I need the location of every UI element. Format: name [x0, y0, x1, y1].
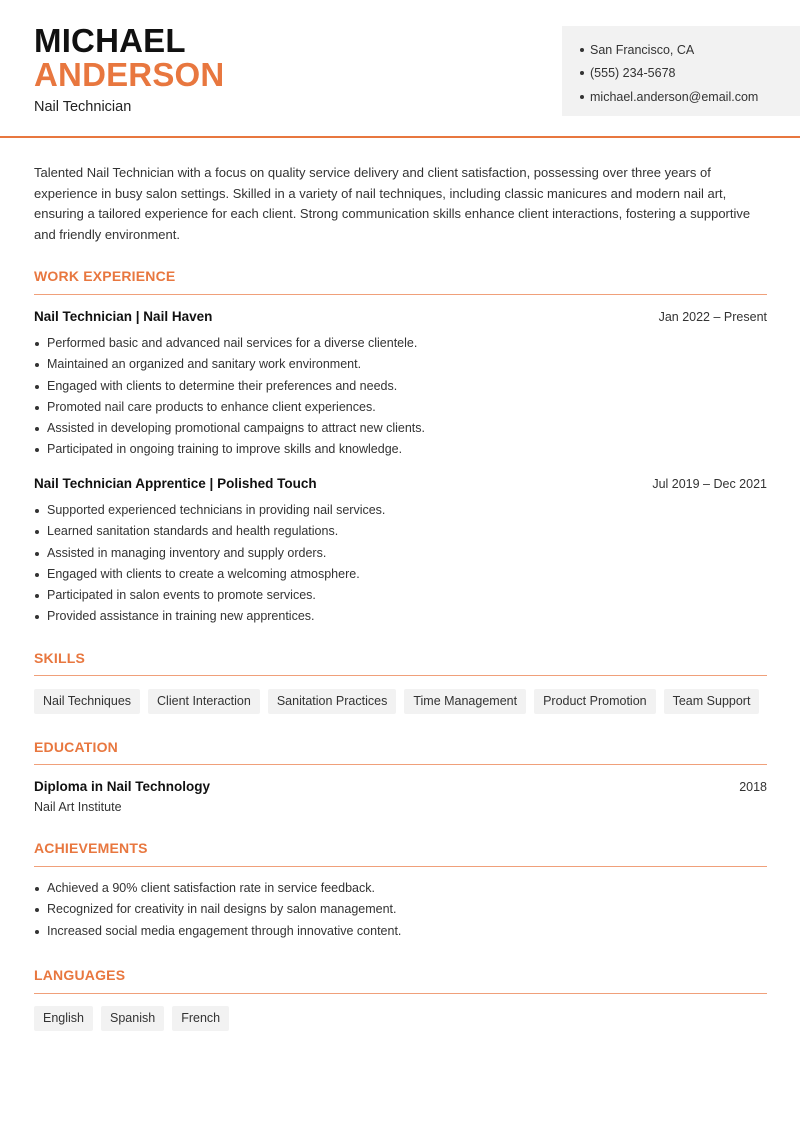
skill-chip: Nail Techniques [34, 689, 140, 714]
section-title-languages: LANGUAGES [34, 967, 126, 983]
language-chip: French [172, 1006, 229, 1031]
section-title-skills: SKILLS [34, 650, 85, 666]
resume-header [0, 0, 800, 138]
language-chip: Spanish [101, 1006, 164, 1031]
contact-phone [580, 62, 800, 86]
last-name: ANDERSON [34, 56, 225, 93]
section-divider [34, 294, 767, 295]
section-divider [34, 675, 767, 676]
job-dates: Jul 2019 – Dec 2021 [652, 477, 767, 491]
bullet-icon [580, 95, 584, 99]
skill-chip: Client Interaction [148, 689, 260, 714]
section-divider [34, 866, 767, 867]
first-name: MICHAEL [34, 22, 186, 59]
list-item: Achieved a 90% client satisfaction rate in service feedback. [34, 880, 767, 901]
education-school: Nail Art Institute [34, 800, 122, 814]
skills-list [34, 689, 759, 714]
list-item: Engaged with clients to determine their preferences and needs. [34, 378, 767, 399]
job-header [34, 309, 767, 324]
job-header [34, 476, 767, 491]
location-text: San Francisco, CA [590, 42, 695, 57]
bullet-icon [580, 48, 584, 52]
job-bullets [34, 335, 767, 463]
candidate-name [34, 24, 224, 92]
email-text: michael.anderson@email.com [590, 89, 759, 104]
list-item: Maintained an organized and sanitary work environment. [34, 356, 767, 377]
job-bullets [34, 502, 767, 630]
contact-box [562, 26, 800, 116]
skill-chip: Time Management [404, 689, 526, 714]
contact-email [580, 85, 800, 109]
list-item: Learned sanitation standards and health regulations. [34, 523, 767, 544]
list-item: Promoted nail care products to enhance client experiences. [34, 399, 767, 420]
section-divider [34, 993, 767, 994]
list-item: Participated in salon events to promote services. [34, 587, 767, 608]
list-item: Assisted in managing inventory and supply orders. [34, 545, 767, 566]
job-role: Nail Technician [34, 99, 132, 115]
skill-chip: Sanitation Practices [268, 689, 396, 714]
languages-list [34, 1006, 229, 1031]
skill-chip: Team Support [664, 689, 760, 714]
phone-text: (555) 234-5678 [590, 66, 676, 81]
job-title: Nail Technician | Nail Haven [34, 309, 213, 324]
achievements-list [34, 880, 767, 944]
list-item: Increased social media engagement through innovative content. [34, 923, 767, 944]
job-title: Nail Technician Apprentice | Polished Touch [34, 476, 317, 491]
bullet-icon [580, 71, 584, 75]
list-item: Engaged with clients to create a welcoming atmosphere. [34, 566, 767, 587]
education-degree: Diploma in Nail Technology [34, 779, 211, 794]
skill-chip: Product Promotion [534, 689, 656, 714]
profile-summary: Talented Nail Technician with a focus on quality service delivery and client satisfaction, possessing over three years of experience in busy salon settings. Skilled in a variety of nail techniques, including classic manicures and modern nail art, ensuring a tailored experience for each client. Strong communication skills enhance client interactions, fostering a supportive and friendly environment. [34, 165, 751, 242]
list-item: Performed basic and advanced nail services for a diverse clientele. [34, 335, 767, 356]
education-header [34, 779, 767, 794]
education-year: 2018 [739, 780, 767, 794]
list-item: Participated in ongoing training to improve skills and knowledge. [34, 441, 767, 462]
section-title-achievements: ACHIEVEMENTS [34, 840, 148, 856]
section-title-work: WORK EXPERIENCE [34, 268, 176, 284]
contact-location [580, 38, 800, 62]
section-title-education: EDUCATION [34, 739, 118, 755]
list-item: Provided assistance in training new apprentices. [34, 608, 767, 629]
section-divider [34, 764, 767, 765]
job-dates: Jan 2022 – Present [658, 310, 767, 324]
language-chip: English [34, 1006, 93, 1031]
list-item: Recognized for creativity in nail designs by salon management. [34, 901, 767, 922]
list-item: Assisted in developing promotional campaigns to attract new clients. [34, 420, 767, 441]
list-item: Supported experienced technicians in providing nail services. [34, 502, 767, 523]
